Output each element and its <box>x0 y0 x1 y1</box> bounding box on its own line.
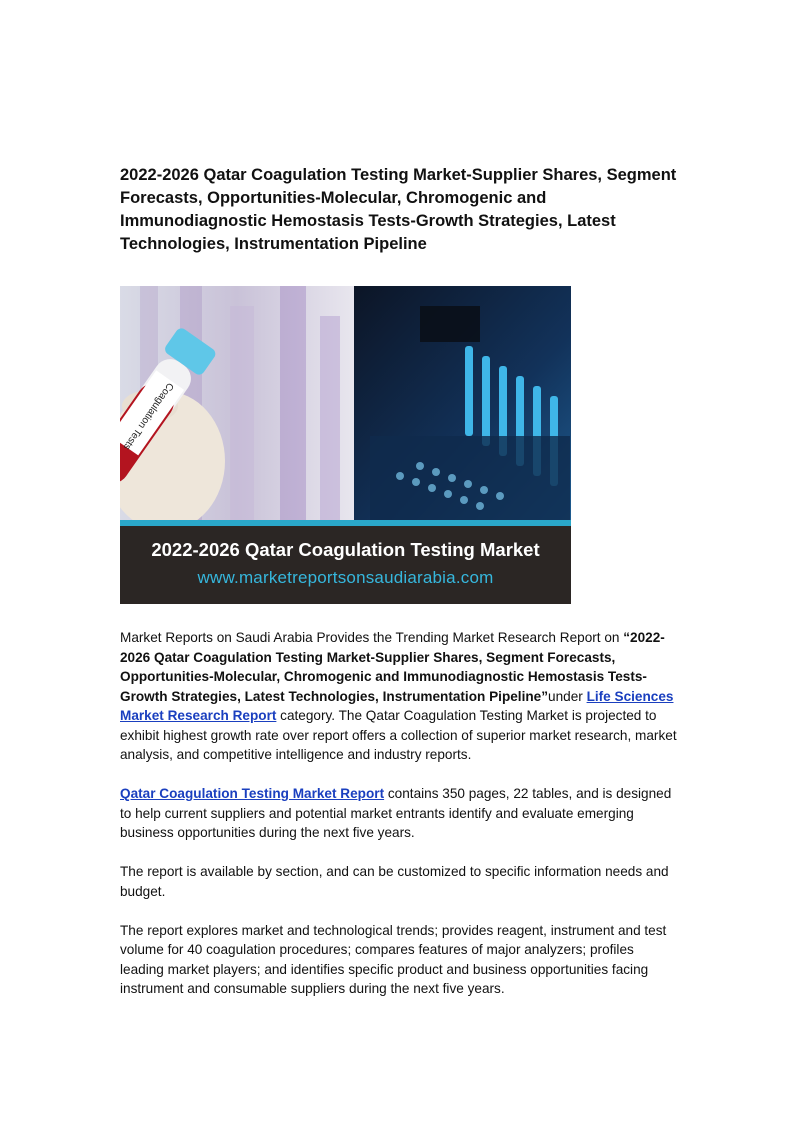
paragraph-report-summary <box>120 784 680 843</box>
report-summary-text: contains 350 pages, 22 tables, and is designed to help current suppliers and potential market entrants identify and evaluate emerging business opportunities during the next five years. <box>120 786 672 840</box>
under-text: under <box>548 688 587 704</box>
coagulation-tubes-photo <box>120 286 571 520</box>
banner-caption-url: www.marketreportsonsaudiarabia.com <box>197 568 494 587</box>
banner-caption <box>120 526 571 604</box>
paragraph-intro <box>120 628 680 765</box>
tube-label: Coagulation Tests <box>120 380 176 452</box>
paragraph-availability: The report is available by section, and can be customized to specific information needs and budget. <box>120 864 669 899</box>
life-sciences-link[interactable]: Life Sciences Market Research Report <box>120 688 674 723</box>
document-title: 2022-2026 Qatar Coagulation Testing Market-Supplier Shares, Segment Forecasts, Opportunities-Molecular, Chromogenic and Immunodiagnostic Hemostasis Tests-Growth Strategies, Latest Technologies, Instrumentation Pipeline <box>120 166 677 253</box>
banner-caption-title: 2022-2026 Qatar Coagulation Testing Market <box>151 539 540 560</box>
intro-text: Market Reports on Saudi Arabia Provides the Trending Market Research Report on <box>120 630 624 645</box>
document-page <box>120 164 680 999</box>
report-link[interactable]: Qatar Coagulation Testing Market Report <box>120 786 385 801</box>
paragraph-scope: The report explores market and technological trends; provides reagent, instrument and test volume for 40 coagulation procedures; compares features of major analyzers; profiles leading market players; and identifies specific product and business opportunities facing instrument and consumable suppliers during the next five years. <box>120 922 667 996</box>
bold-report-title: “2022-2026 Qatar Coagulation Testing Market-Supplier Shares, Segment Forecasts, Opportunities-Molecular, Chromogenic and Immunodiagnostic Hemostasis Tests-Growth Strategies, Latest Technologies, Instrumentation Pipeline” <box>120 630 665 704</box>
report-banner-image <box>120 286 571 604</box>
intro-rest-text: category. The Qatar Coagulation Testing Market is projected to exhibit highest growth rate over report offers a collection of superior market research, market analysis, and competitive intelligence and industry reports. <box>120 708 677 762</box>
